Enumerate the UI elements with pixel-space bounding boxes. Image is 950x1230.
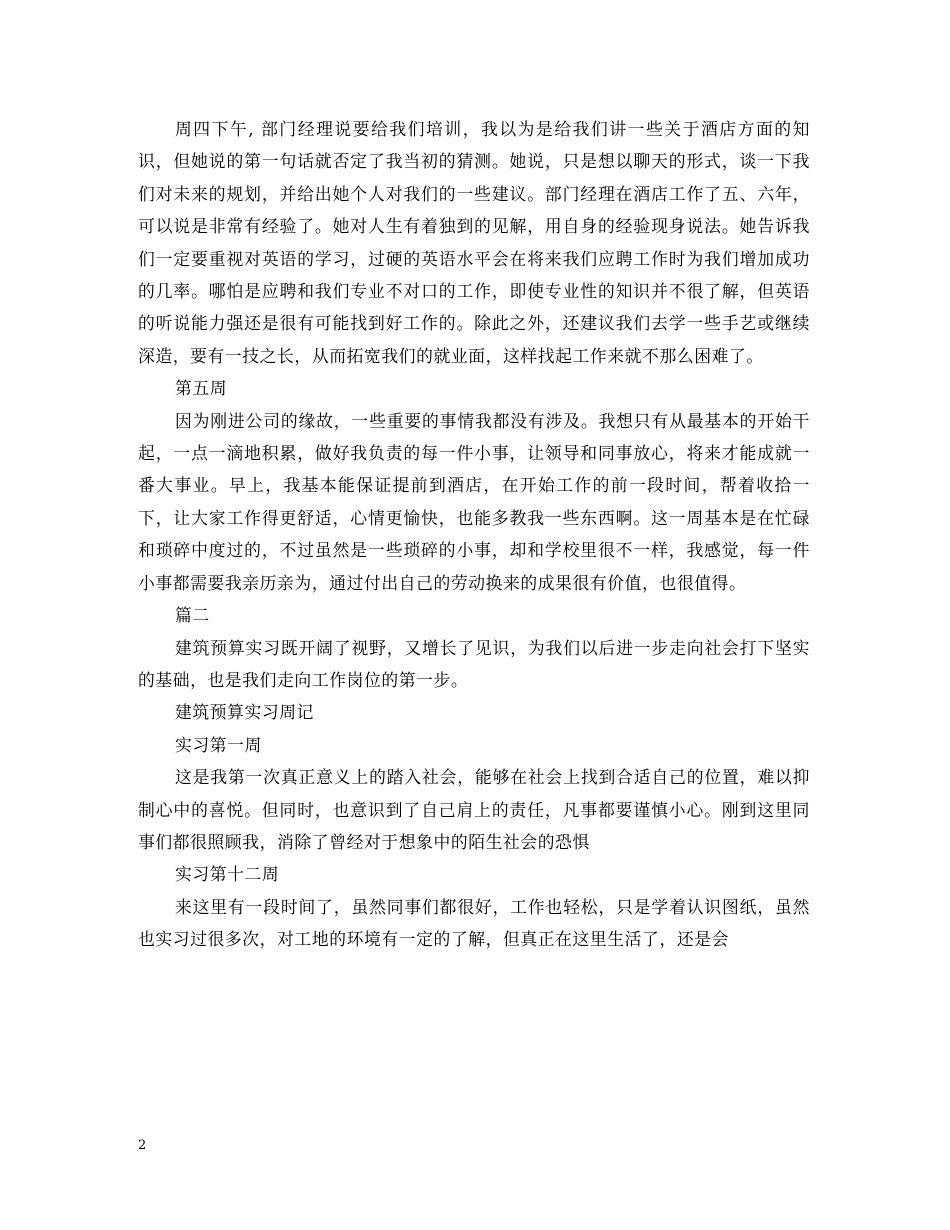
page-number: 2 [138, 1138, 147, 1153]
paragraph: 因为刚进公司的缘故，一些重要的事情我都没有涉及。我想只有从最基本的开始干起，一点一滴地积累，做好我负责的每一件小事，让领导和同事放心，将来才能成就一番大事业。早上，我基本能保证提前到酒店，在开始工作的前一段时间，帮着收拾一下，让大家工作得更舒适，心情更愉快，也能多教我一些东西啊。这一周基本是在忙碌和琐碎中度过的，不过虽然是一些琐碎的小事，却和学校里很不一样，我感觉，每一件小事都需要我亲历亲为，通过付出自己的劳动换来的成果很有价值，也很值得。 [138, 410, 810, 593]
document-body [138, 113, 810, 956]
section-heading: 第五周 [174, 378, 228, 399]
paragraph: 来这里有一段时间了，虽然同事们都很好，工作也轻松，只是学着认识图纸，虽然也实习过很多次，对工地的环境有一定的了解，但真正在这里生活了，还是会 [138, 896, 810, 950]
paragraph: 周四下午, 部门经理说要给我们培训，我以为是给我们讲一些关于酒店方面的知识，但她说的第一句话就否定了我当初的猜测。她说，只是想以聊天的形式，谈一下我们对未来的规划，并给出她个人对我们的一些建议。部门经理在酒店工作了五、六年，可以说是非常有经验了。她对人生有着独到的见解，用自身的经验现身说法。她告诉我们一定要重视对英语的学习，过硬的英语水平会在将来我们应聘工作时为我们增加成功的几率。哪怕是应聘和我们专业不对口的工作，即使专业性的知识并不很了解，但英语的听说能力强还是很有可能找到好工作的。除此之外，还建议我们去学一些手艺或继续深造，要有一技之长，从而拓宽我们的就业面，这样找起工作来就不那么困难了。 [138, 119, 810, 366]
paragraph: 建筑预算实习既开阔了视野，又增长了见识，为我们以后进一步走向社会打下坚实的基础，也是我们走向工作岗位的第一步。 [138, 637, 810, 690]
section-heading: 篇二 [174, 605, 210, 626]
section-heading: 实习第一周 [174, 734, 262, 755]
section-heading: 建筑预算实习周记 [174, 702, 315, 723]
section-heading: 实习第十二周 [174, 864, 280, 885]
paragraph: 这是我第一次真正意义上的踏入社会，能够在社会上找到合适自己的位置，难以抑制心中的喜悦。但同时，也意识到了自己肩上的责任，凡事都要谨慎小心。刚到这里同事们都很照顾我，消除了曾经对于想象中的陌生社会的恐惧 [138, 767, 810, 852]
